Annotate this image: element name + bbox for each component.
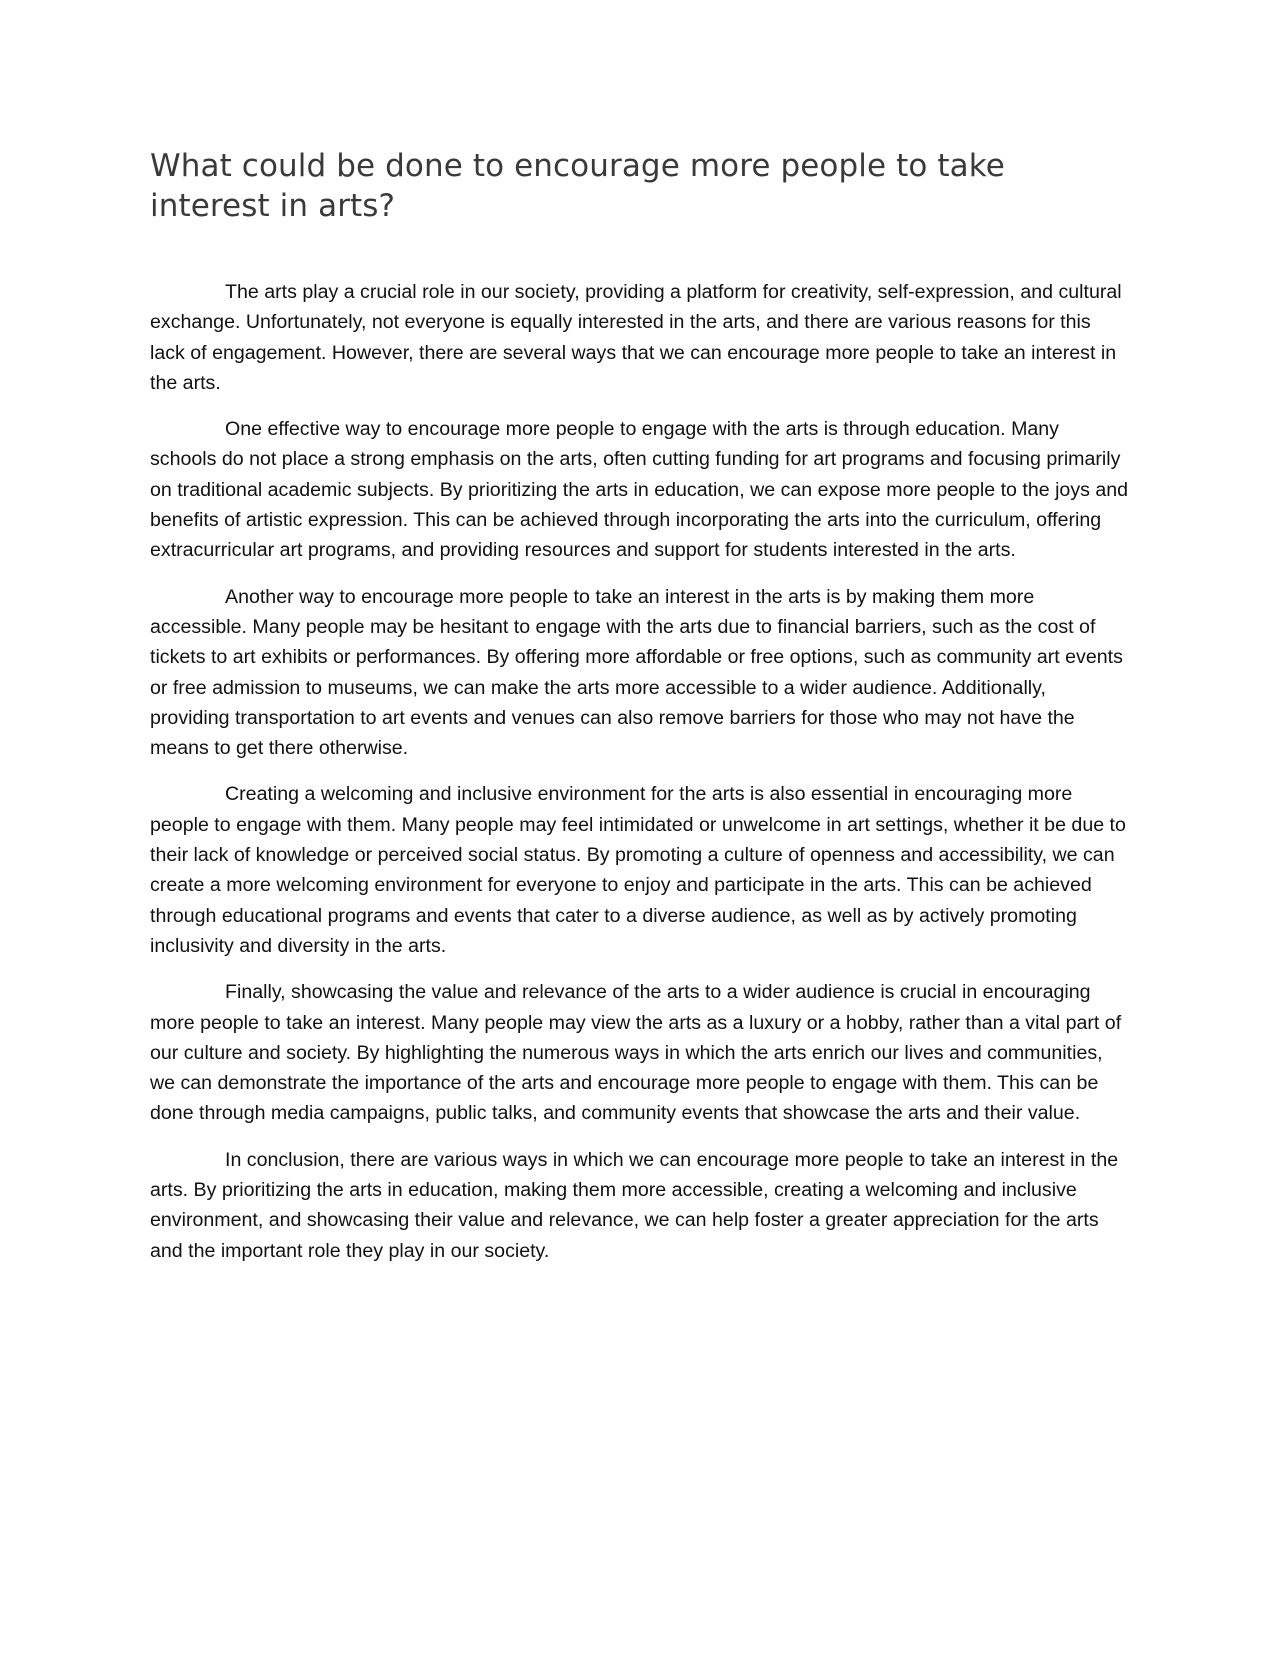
paragraph-inclusive-environment: Creating a welcoming and inclusive environment for the arts is also essential in encouraging more people to engage with them. Many people may feel intimidated or unwelcome in art settings, whether it be due to their lack of knowledge or perceived social status. By promoting a culture of openness and accessibility, we can create a more welcoming environment for everyone to enjoy and participate in the arts. This can be achieved through educational programs and events that cater to a diverse audience, as well as by actively promoting inclusivity and diversity in the arts. [150, 783, 1126, 957]
paragraph-introduction: The arts play a crucial role in our society, providing a platform for creativity, self-expression, and cultural exchange. Unfortunately, not everyone is equally interested in the arts, and there are various reasons for this lack of engagement. However, there are several ways that we can encourage more people to take an interest in the arts. [150, 281, 1122, 394]
document-title: What could be done to encourage more people to take interest in arts? [150, 148, 1005, 224]
document-content [150, 146, 1130, 1282]
paragraph-accessibility: Another way to encourage more people to take an interest in the arts is by making them more accessible. Many people may be hesitant to engage with the arts due to financial barriers, such as the cost of tickets to art exhibits or performances. By offering more affordable or free options, such as community art events or free admission to museums, we can make the arts more accessible to a wider audience. Additionally, providing transportation to art events and venues can also remove barriers for those who may not have the means to get there otherwise. [150, 585, 1123, 760]
paragraph-conclusion: In conclusion, there are various ways in which we can encourage more people to take an interest in the arts. By prioritizing the arts in education, making them more accessible, creating a welcoming and inclusive environment, and showcasing their value and relevance, we can help foster a greater appreciation for the arts and the important role they play in our society. [150, 1148, 1119, 1262]
paragraph-showcasing-value: Finally, showcasing the value and relevance of the arts to a wider audience is crucial in encouraging more people to take an interest. Many people may view the arts as a luxury or a hobby, rather than a vital part of our culture and society. By highlighting the numerous ways in which the arts enrich our lives and communities, we can demonstrate the importance of the arts and encourage more people to engage with them. This can be done through media campaigns, public talks, and community events that showcase the arts and their value. [150, 981, 1122, 1125]
paragraph-education: One effective way to encourage more people to engage with the arts is through education. Many schools do not place a strong emphasis on the arts, often cutting funding for art programs and focusing primarily on traditional academic subjects. By prioritizing the arts in education, we can expose more people to the joys and benefits of artistic expression. This can be achieved through incorporating the arts into the curriculum, offering extracurricular art programs, and providing resources and support for students interested in the arts. [150, 418, 1129, 562]
document-body [150, 277, 1130, 1266]
